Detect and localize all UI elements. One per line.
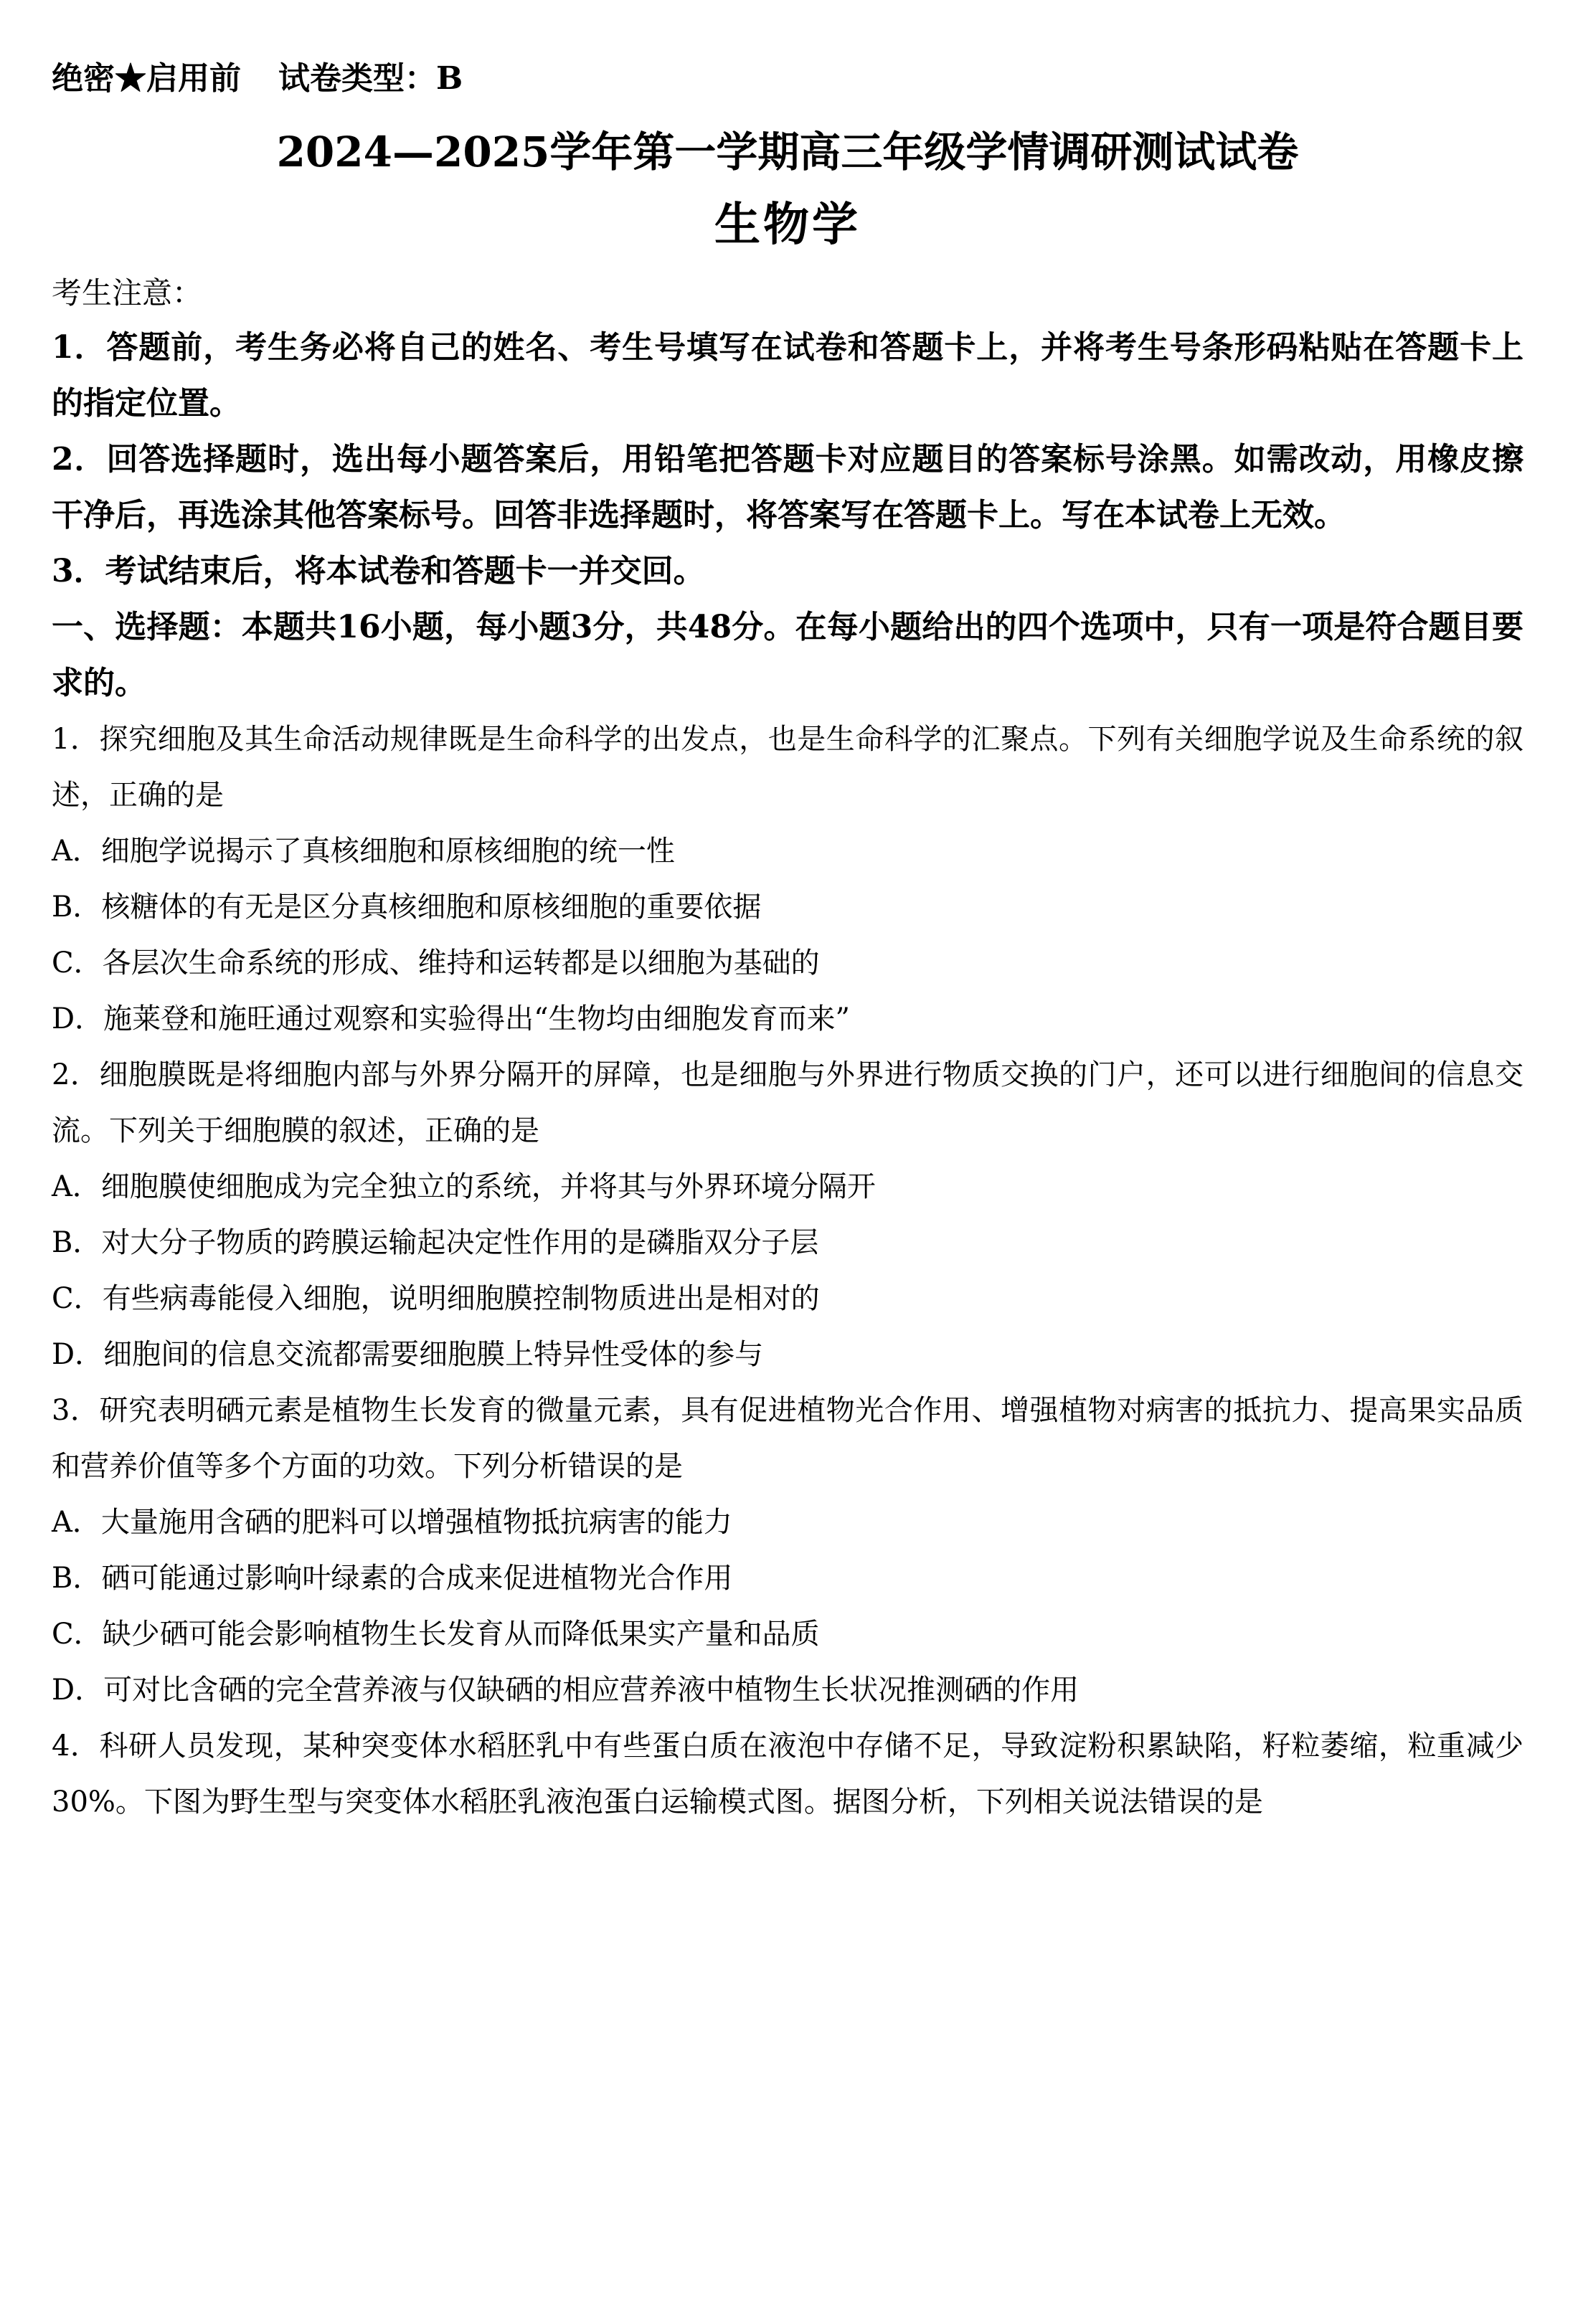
section-heading: 一、选择题：本题共16小题，每小题3分，共48分。在每小题给出的四个选项中，只有一项是符合题目要求的。 — [52, 609, 1524, 701]
subject-title: 生物学 — [714, 198, 861, 252]
notice-item-2: 2．回答选择题时，选出每小题答案后，用铅笔把答题卡对应题目的答案标号涂黑。如需改动，用橡皮擦干净后，再选涂其他答案标号。回答非选择题时，将答案写在答题卡上。写在本试卷上无效。 — [52, 441, 1524, 533]
option-b: B．硒可能通过影响叶绿素的合成来促进植物光合作用 — [52, 1562, 733, 1595]
question-2 — [52, 1047, 1524, 1382]
option-d: D．细胞间的信息交流都需要细胞膜上特异性受体的参与 — [52, 1338, 764, 1371]
notice-item-3: 3．考试结束后，将本试卷和答题卡一并交回。 — [52, 553, 705, 589]
notice-heading: 考生注意： — [52, 275, 203, 310]
question-stem: 2．细胞膜既是将细胞内部与外界分隔开的屏障，也是细胞与外界进行物质交换的门户，还可以进行细胞间的信息交流。下列关于细胞膜的叙述，正确的是 — [52, 1058, 1524, 1147]
option-d: D．施莱登和施旺通过观察和实验得出“生物均由细胞发育而来” — [52, 1002, 850, 1035]
notice-item-1: 1．答题前，考生务必将自己的姓名、考生号填写在试卷和答题卡上，并将考生号条形码粘贴在答题卡上的指定位置。 — [52, 329, 1524, 422]
confidential-label: 绝密★启用前 — [52, 60, 241, 97]
option-a: A．细胞学说揭示了真核细胞和原核细胞的统一性 — [52, 835, 675, 868]
option-a: A．细胞膜使细胞成为完全独立的系统，并将其与外界环境分隔开 — [52, 1170, 876, 1203]
exam-header — [52, 56, 1524, 102]
question-3 — [52, 1382, 1524, 1718]
option-d: D．可对比含硒的完全营养液与仅缺硒的相应营养液中植物生长状况推测硒的作用 — [52, 1674, 1080, 1707]
question-stem: 4．科研人员发现，某种突变体水稻胚乳中有些蛋白质在液泡中存储不足，导致淀粉积累缺陷，籽粒萎缩，粒重减少30%。下图为野生型与突变体水稻胚乳液泡蛋白运输模式图。据图分析，下列相关说法错误的是 — [52, 1730, 1524, 1818]
option-b: B．对大分子物质的跨膜运输起决定性作用的是磷脂双分子层 — [52, 1226, 819, 1259]
question-stem: 1．探究细胞及其生命活动规律既是生命科学的出发点，也是生命科学的汇聚点。下列有关细胞学说及生命系统的叙述，正确的是 — [52, 723, 1524, 812]
option-c: C．有些病毒能侵入细胞，说明细胞膜控制物质进出是相对的 — [52, 1282, 820, 1315]
option-b: B．核糖体的有无是区分真核细胞和原核细胞的重要依据 — [52, 891, 762, 924]
option-c: C．缺少硒可能会影响植物生长发育从而降低果实产量和品质 — [52, 1618, 820, 1651]
exam-title: 2024—2025学年第一学期高三年级学情调研测试试卷 — [276, 128, 1299, 176]
option-a: A．大量施用含硒的肥料可以增强植物抵抗病害的能力 — [52, 1506, 732, 1539]
exam-page — [52, 56, 1524, 1830]
option-c: C．各层次生命系统的形成、维持和运转都是以细胞为基础的 — [52, 947, 820, 980]
question-1 — [52, 711, 1524, 1047]
question-4 — [52, 1718, 1524, 1830]
paper-type-label: 试卷类型：B — [278, 60, 463, 97]
question-stem: 3．研究表明硒元素是植物生长发育的微量元素，具有促进植物光合作用、增强植物对病害的抵抗力、提高果实品质和营养价值等多个方面的功效。下列分析错误的是 — [52, 1394, 1524, 1483]
